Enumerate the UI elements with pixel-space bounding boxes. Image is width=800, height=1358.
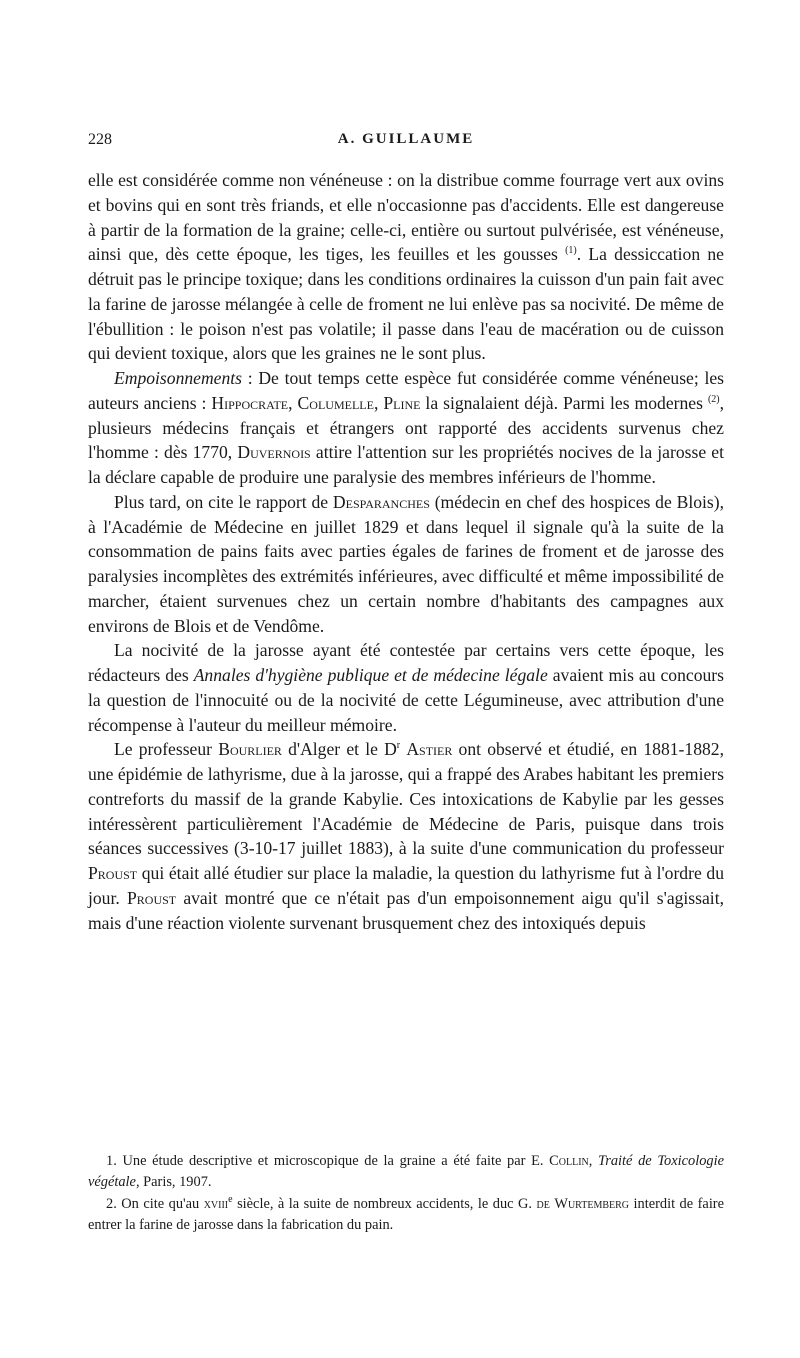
author-collin: Collin [549, 1153, 589, 1169]
author-hippocrate: Hippocrate [211, 392, 289, 413]
century-numeral: xviii [203, 1196, 229, 1212]
author-desparanches: Desparanches [332, 491, 430, 512]
footnote-ref-1: (1) [565, 245, 577, 257]
doctor-abbrev: r [396, 740, 401, 752]
footnote-ref-2: (2) [707, 393, 720, 405]
footnotes [88, 1151, 724, 1237]
book-title: Traité de Toxicologie végétale [88, 1153, 724, 1190]
author-pline: Pline [383, 392, 421, 413]
footnote-2: 2. On cite qu'au xviii$^e$ siècle, à la suite de nombreux accidents, le duc G. de Wurtemberg interdit de faire entrer la farine de jarosse dans la fabrication du pain. [88, 1194, 724, 1233]
author-bourlier: Bourlier [218, 739, 282, 760]
name-wurtemberg: Wurtemberg [554, 1196, 630, 1212]
paragraph-4: La nocivité de la jarosse ayant été contestée par certains vers cette époque, les rédacteurs des Annales d'hygiène publique et de médecine légale avaient mis au concours la question de l'innocuité ou de la nocivité de cette Légumineuse, avec attribution d'une récompense à l'auteur du meilleur mémoire. [88, 640, 724, 735]
author-duvernois: Duvernois [237, 442, 311, 463]
author-proust: Proust [88, 863, 138, 883]
footnote-1: 1. Une étude descriptive et microscopique de la graine a été faite par E. Collin, Traité de Toxicologie végétale, Paris, 1907. [88, 1153, 724, 1190]
author-columelle: Columelle [297, 392, 374, 413]
section-heading-empoisonnements: Empoisonnements [114, 368, 243, 388]
body-text [88, 168, 724, 935]
paragraph-1: elle est considérée comme non vénéneuse : on la distribue comme fourrage vert aux ovins et bovins qui en sont très friands, et elle n'occasionne pas d'accidents. Elle est dangereuse à partir de la formation de la graine; celle-ci, entière ou surtout pulvérisée, est vénéneuse, ainsi que, dès cette époque, les tiges, les feuilles et les gousses $^{(1)}$. La dessiccation ne détruit pas le principe toxique; dans les conditions ordinaires la cuisson d'un pain fait avec la farine de jarosse mélangée à celle de froment ne lui enlève pas sa nocivité. De même de l'ébullition : le poison n'est pas volatile; il passe dans l'eau de macération ou de cuisson qui devient toxique, alors que les graines ne le sont plus. [88, 170, 724, 364]
paragraph-2: Empoisonnements : De tout temps cette espèce fut considérée comme vénéneuse; les auteurs anciens : Hippocrate, Columelle, Pline la signalaient déjà. Parmi les modernes $^{(2)}$, plusieurs médecins français et étrangers ont rapporté des accidents survenus chez l'homme : dès 1770, Duvernois attire l'attention sur les propriétés nocives de la jarosse et la déclare capable de produire une paralysie des membres inférieurs de l'homme. [88, 368, 725, 487]
journal-title: Annales d'hygiène publique et de médecine légale [193, 665, 548, 685]
page-number: 228 [88, 131, 112, 148]
running-head: A. GUILLAUME [337, 131, 475, 147]
author-proust-2: Proust [126, 887, 177, 908]
paragraph-5: Le professeur Bourlier d'Alger et le $D^r$ Astier ont observé et étudié, en 1881-1882, une épidémie de lathyrisme, due à la jarosse, qui a frappé des Arabes habitant les premiers contreforts du massif de la grande Kabylie. Ces intoxications de Kabylie par les gesses intéressèrent particulièrement l'Académie de Médecine de Paris, puisque dans trois séances successives (3-10-17 juillet 1883), à la suite d'une communication du professeur Proust qui était allé étudier sur place la maladie, la question du lathyrisme fut à l'ordre du jour. Proust avait montré que ce n'était pas d'un empoisonnement aigu qu'il s'agissait, mais d'une réaction violente survenant brusquement chez des intoxiqués depuis [88, 739, 724, 933]
page-header [88, 131, 724, 155]
paragraph-3: Plus tard, on cite le rapport de Desparanches (médecin en chef des hospices de Blois), à l'Académie de Médecine en juillet 1829 et dans lequel il signale qu'à la suite de la consommation de pains faits avec parties égales de farines de froment et de jarosse des paralysies incomplètes des extrémités inférieures, avec difficulté et même impossibilité de marcher, étaient survenues chez un certain nombre d'habitants des campagnes aux environs de Blois et de Vendôme. [88, 491, 725, 636]
author-astier: Astier [406, 739, 453, 760]
